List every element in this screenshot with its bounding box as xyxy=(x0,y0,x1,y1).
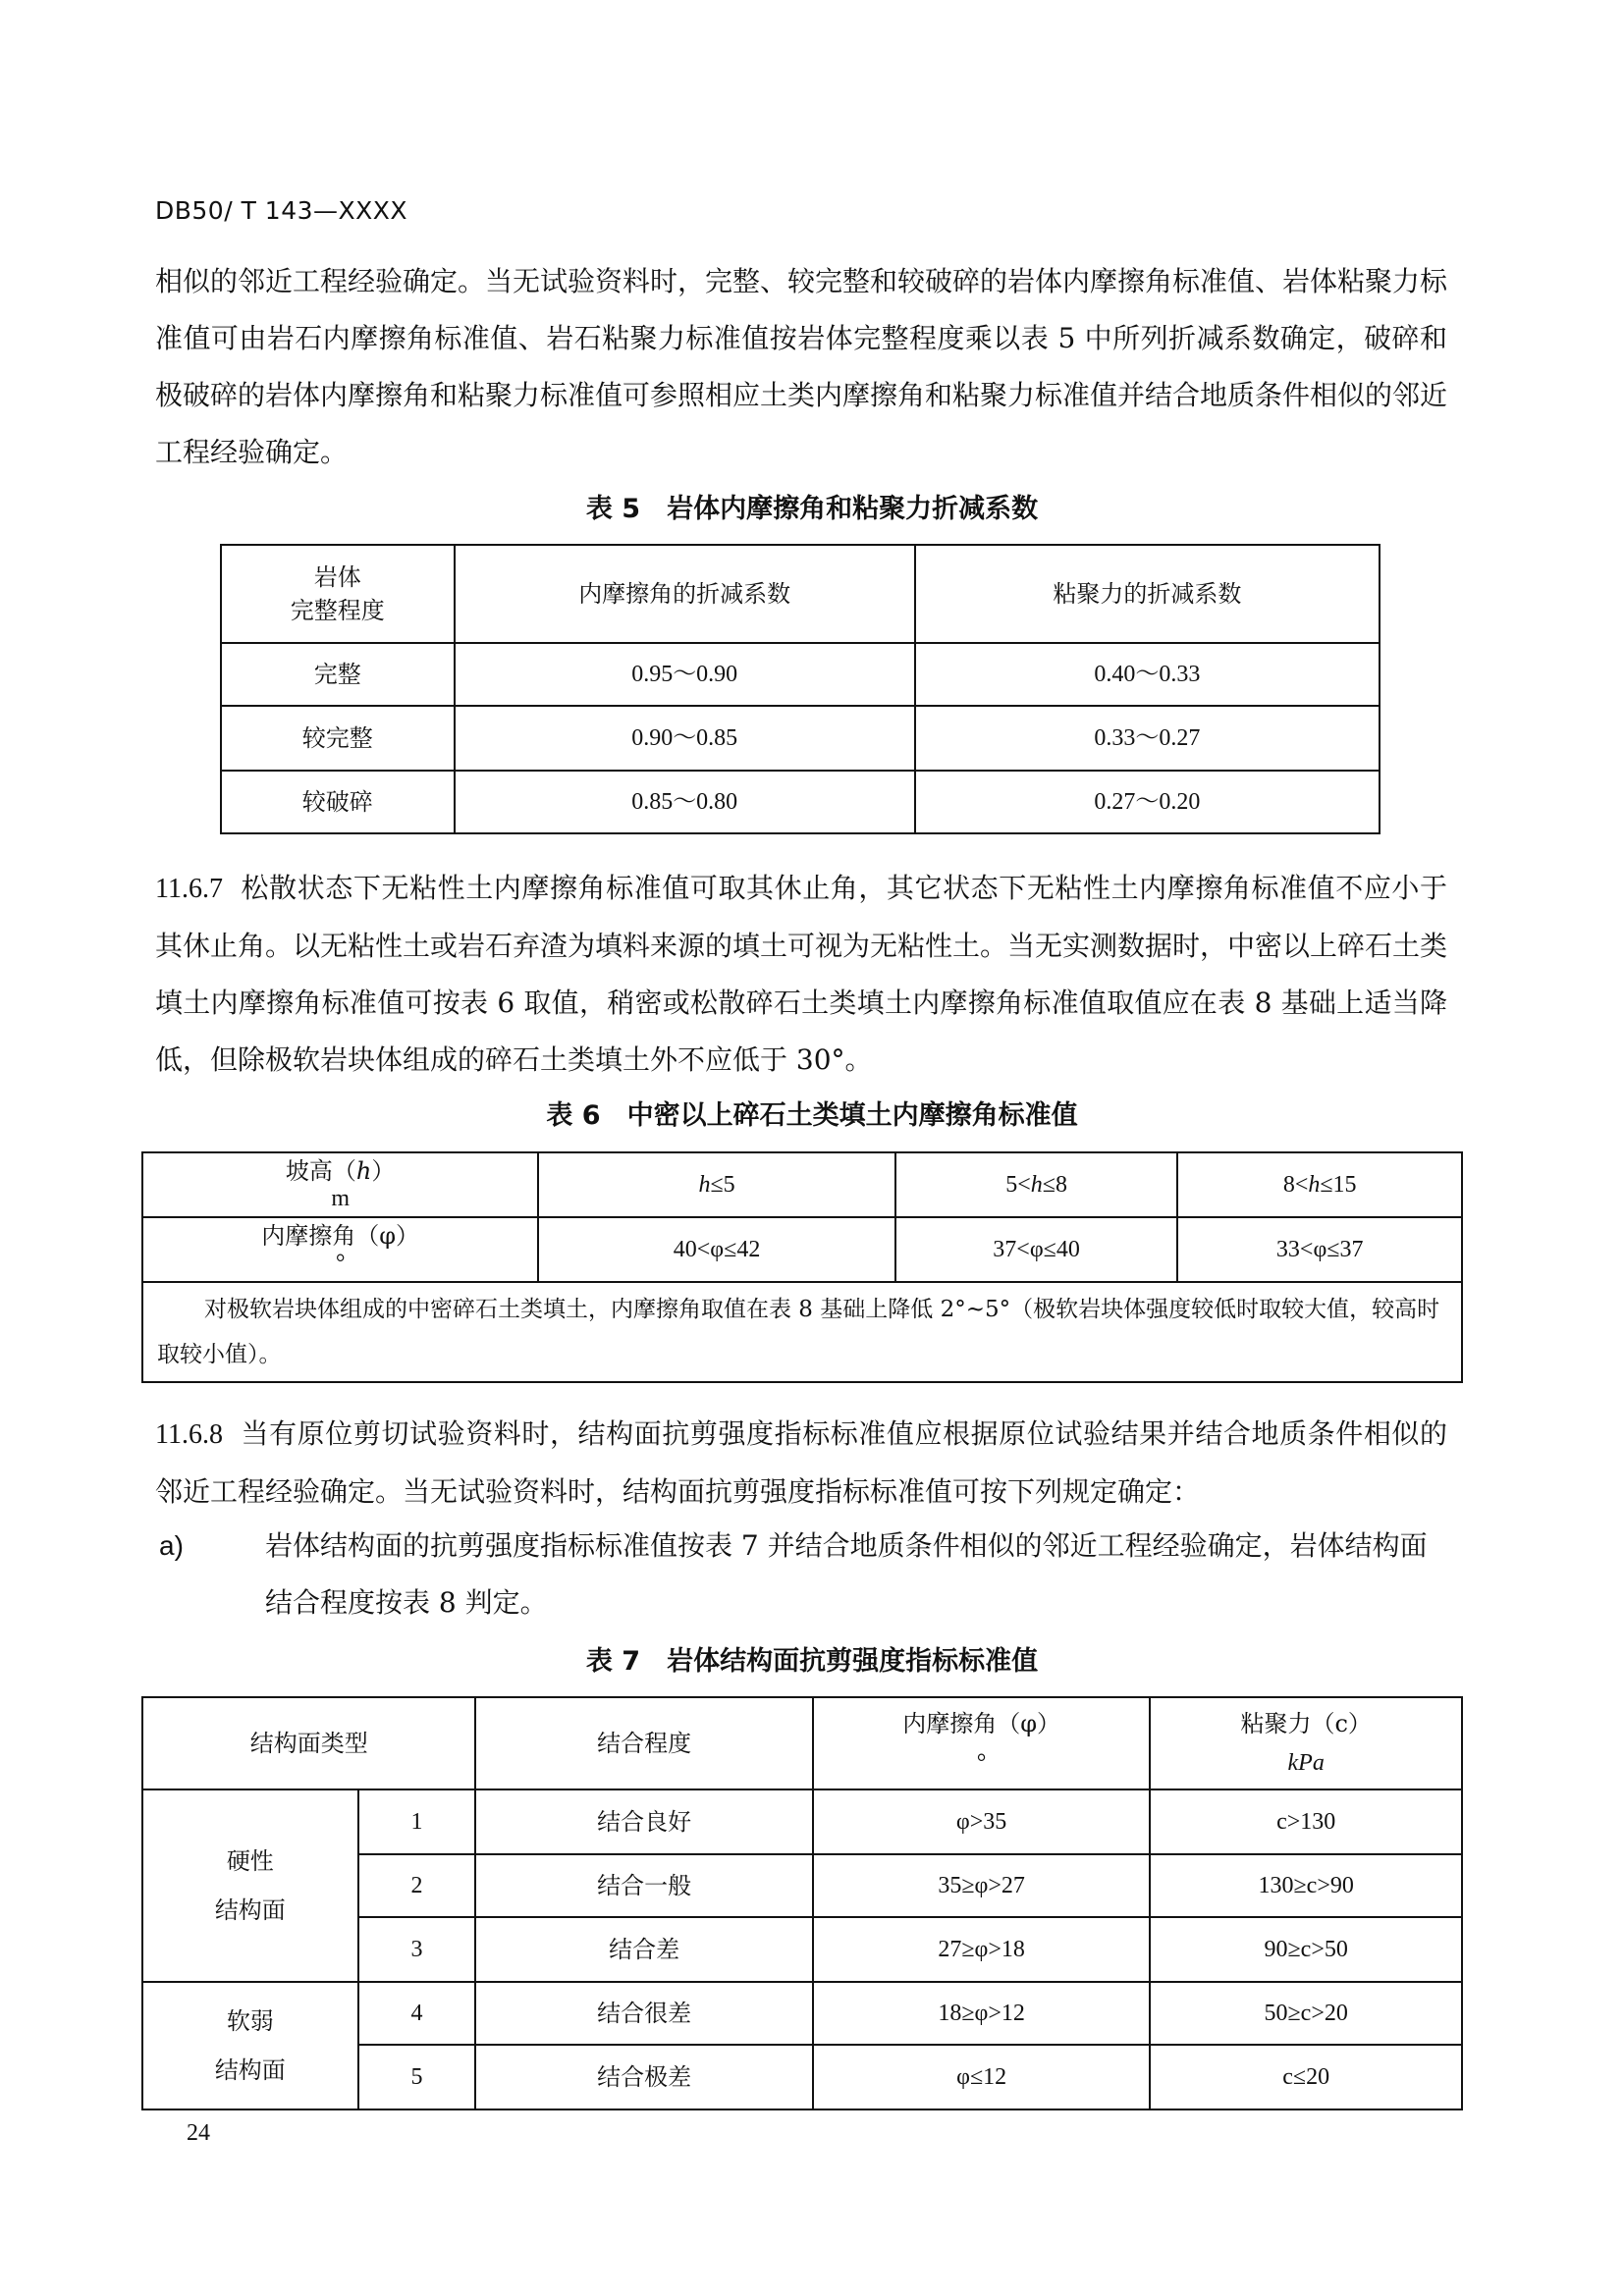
var-h: h xyxy=(1030,1172,1043,1198)
table7-c: 130≥c>90 xyxy=(1150,1854,1462,1917)
table5-phi: 0.95～0.90 xyxy=(455,643,915,706)
label-var: h xyxy=(355,1157,372,1185)
table7-no: 3 xyxy=(358,1917,476,1982)
table5 xyxy=(220,544,1380,834)
table7-phi: 35≥φ>27 xyxy=(813,1854,1151,1917)
group-label-line1: 硬性 xyxy=(226,1847,274,1875)
table6-height-range xyxy=(895,1152,1178,1217)
table7-no: 2 xyxy=(358,1854,476,1917)
table7-head-phi-text: 内摩擦角（φ） xyxy=(902,1710,1061,1737)
table5-head-grade-line2: 完整程度 xyxy=(290,597,385,624)
table7-c: 50≥c>20 xyxy=(1150,1982,1462,2045)
group-label-line1: 软弱 xyxy=(226,2007,274,2035)
table7-degree: 结合良好 xyxy=(475,1789,812,1854)
table6-label-phi-text: 内摩擦角（φ） xyxy=(261,1222,420,1250)
group-label-line2: 结构面 xyxy=(214,2056,286,2084)
table6-phi-range: 33<φ≤37 xyxy=(1177,1217,1462,1282)
table7-head-c-text: 粘聚力（c） xyxy=(1240,1710,1372,1737)
table5-phi: 0.85～0.80 xyxy=(455,771,915,833)
table7-head-type: 结构面类型 xyxy=(142,1697,475,1789)
table6-row-phi xyxy=(142,1217,1462,1282)
list-item-a xyxy=(159,1518,1447,1631)
table7-head-phi xyxy=(813,1697,1151,1789)
paragraph-continued: 相似的邻近工程经验确定。当无试验资料时，完整、较完整和较破碎的岩体内摩擦角标准值、岩体粘聚力标准值可由岩石内摩擦角标准值、岩石粘聚力标准值按岩体完整程度乘以表 5 中所列折减系数确定，破碎和极破碎的岩体内摩擦角和粘聚力标准值可参照相应土类内摩擦角和粘聚力标准值并结合地质条件相似的邻近工程经验确定。 xyxy=(155,265,1448,468)
clause-text: 松散状态下无粘性土内摩擦角标准值可取其休止角，其它状态下无粘性土内摩擦角标准值不应小于其休止角。以无粘性土或岩石弃渣为填料来源的填土可视为无粘性土。当无实测数据时，中密以上碎石土类填土内摩擦角标准值可按表 6 取值，稍密或松散碎石土类填土内摩擦角标准值取值应在表 8 基础上适当降低，但除极软岩块体组成的碎石土类填土外不应低于 30°。 xyxy=(155,872,1448,1076)
table6-phi-range: 40<φ≤42 xyxy=(538,1217,894,1282)
table5-phi: 0.90～0.85 xyxy=(455,706,915,771)
table7-head-c-unit: kPa xyxy=(1287,1750,1325,1776)
table7-degree: 结合一般 xyxy=(475,1854,812,1917)
table6-height-range xyxy=(538,1152,894,1217)
label-part: 坡高（ xyxy=(285,1157,356,1185)
table6-unit-degree: ° xyxy=(335,1251,346,1276)
clause-number: 11.6.7 xyxy=(155,874,223,904)
table5-head-grade-line1: 岩体 xyxy=(313,563,361,591)
clause-number: 11.6.8 xyxy=(155,1419,223,1450)
table7-no: 1 xyxy=(358,1789,476,1854)
table5-c: 0.27～0.20 xyxy=(915,771,1380,833)
table-row xyxy=(221,771,1380,833)
clause-text: 当有原位剪切试验资料时，结构面抗剪强度指标标准值应根据原位试验结果并结合地质条件相似的邻近工程经验确定。当无试验资料时，结构面抗剪强度指标标准值可按下列规定确定： xyxy=(155,1417,1447,1508)
table7 xyxy=(141,1696,1463,2110)
list-item-text: 岩体结构面的抗剪强度指标标准值按表 7 并结合地质条件相似的邻近工程经验确定，岩体结构面结合程度按表 8 判定。 xyxy=(265,1529,1428,1619)
table7-head-degree: 结合程度 xyxy=(475,1697,812,1789)
table7-group-hard xyxy=(142,1789,358,1982)
table5-c: 0.40～0.33 xyxy=(915,643,1380,706)
table7-header-row xyxy=(142,1697,1462,1789)
range-pre: 5< xyxy=(1005,1172,1031,1198)
table6-caption: 表 6 中密以上碎石土类填土内摩擦角标准值 xyxy=(546,1100,1078,1131)
table7-phi: φ>35 xyxy=(813,1789,1151,1854)
table7-no: 5 xyxy=(358,2045,476,2109)
table6-label-height-text xyxy=(143,1157,537,1185)
list-item-label: a) xyxy=(159,1530,184,1561)
document-header: DB50/ T 143—XXXX xyxy=(155,196,408,225)
table5-c: 0.33～0.27 xyxy=(915,706,1380,771)
table6-phi-range: 37<φ≤40 xyxy=(895,1217,1178,1282)
table6-note xyxy=(142,1282,1462,1382)
table7-no: 4 xyxy=(358,1982,476,2045)
table-row xyxy=(142,1789,1462,1854)
table5-caption: 表 5 岩体内摩擦角和粘聚力折减系数 xyxy=(585,494,1039,524)
table6-row-height xyxy=(142,1152,1462,1217)
table5-grade: 较破碎 xyxy=(221,771,455,833)
table6-label-height xyxy=(142,1152,538,1217)
table6-height-range xyxy=(1177,1152,1462,1217)
var-h: h xyxy=(1308,1172,1321,1198)
table5-grade: 较完整 xyxy=(221,706,455,771)
label-part: ） xyxy=(371,1157,396,1185)
page-number: 24 xyxy=(187,2120,210,2146)
table7-group-soft xyxy=(142,1982,358,2109)
table5-head-phi: 内摩擦角的折减系数 xyxy=(455,545,915,643)
table6-label-phi xyxy=(142,1217,538,1282)
table5-grade: 完整 xyxy=(221,643,455,706)
table5-header-row xyxy=(221,545,1380,643)
table7-phi: 27≥φ>18 xyxy=(813,1917,1151,1982)
table7-degree: 结合很差 xyxy=(475,1982,812,2045)
table7-caption: 表 7 岩体结构面抗剪强度指标标准值 xyxy=(585,1646,1039,1677)
table-row xyxy=(221,643,1380,706)
table6-note-text: 对极软岩块体组成的中密碎石土类填土，内摩擦角取值在表 8 基础上降低 2°~5°（极软岩块体强度较低时取较大值，较高时取较小值）。 xyxy=(157,1297,1440,1367)
table5-head-c: 粘聚力的折减系数 xyxy=(915,545,1380,643)
table7-c: c≤20 xyxy=(1150,2045,1462,2109)
table-row xyxy=(221,706,1380,771)
table7-degree: 结合极差 xyxy=(475,2045,812,2109)
table5-head-grade xyxy=(221,545,455,643)
table6-unit-m: m xyxy=(331,1186,350,1211)
table6 xyxy=(141,1151,1463,1383)
table7-phi: φ≤12 xyxy=(813,2045,1151,2109)
table7-c: 90≥c>50 xyxy=(1150,1917,1462,1982)
table7-phi: 18≥φ>12 xyxy=(813,1982,1151,2045)
table7-degree: 结合差 xyxy=(475,1917,812,1982)
table7-c: c>130 xyxy=(1150,1789,1462,1854)
clause-11-6-7 xyxy=(155,860,1447,1089)
group-label-line2: 结构面 xyxy=(214,1896,286,1924)
table7-head-c xyxy=(1150,1697,1462,1789)
range-text: ≤8 xyxy=(1042,1172,1067,1198)
range-text: ≤15 xyxy=(1320,1172,1357,1198)
var-h: h xyxy=(698,1172,711,1198)
table7-head-phi-unit: ° xyxy=(976,1750,987,1776)
range-pre: 8< xyxy=(1282,1172,1309,1198)
table-row xyxy=(142,1982,1462,2045)
range-text: ≤5 xyxy=(710,1172,735,1198)
clause-11-6-8 xyxy=(155,1406,1447,1521)
table6-note-row xyxy=(142,1282,1462,1382)
